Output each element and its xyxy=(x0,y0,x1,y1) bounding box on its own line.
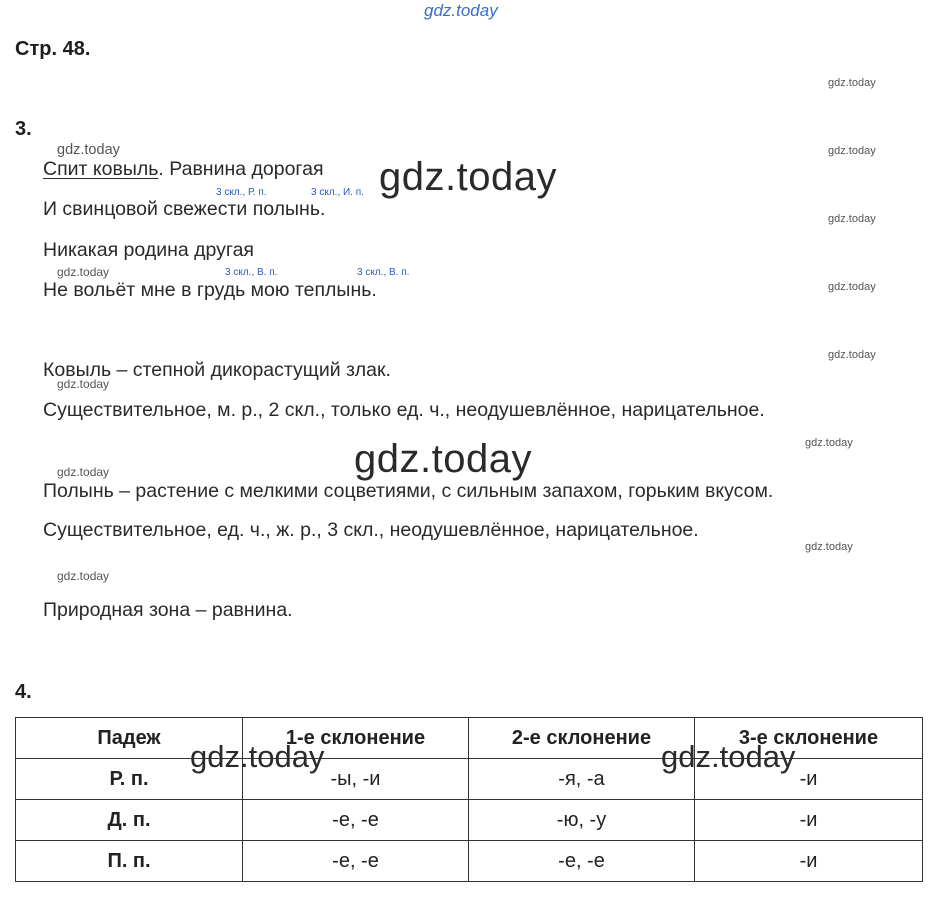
ending-cell: -е, -е xyxy=(243,841,469,882)
case-cell: Р. п. xyxy=(16,759,243,800)
table-row xyxy=(16,800,923,841)
watermark-right: gdz.today xyxy=(828,349,876,361)
annotation-teplyn: 3 скл., В. п. xyxy=(357,267,410,278)
declension-table xyxy=(15,717,923,882)
watermark-inline: gdz.today xyxy=(57,265,110,279)
case-cell: Д. п. xyxy=(16,800,243,841)
watermark-table: gdz.today xyxy=(661,739,796,774)
task-4-number: 4. xyxy=(15,681,32,703)
ending-cell: -и xyxy=(695,841,923,882)
header-declension-1: 1-е склонение xyxy=(243,718,469,759)
ending-cell: -и xyxy=(695,800,923,841)
watermark-right: gdz.today xyxy=(805,541,853,553)
watermark-right: gdz.today xyxy=(828,213,876,225)
watermark-inline: gdz.today xyxy=(57,142,120,158)
annotation-svezhesti: 3 скл., И. п. xyxy=(311,187,364,198)
polyn-definition: Полынь – растение с мелкими соцветиями, с сильным запахом, горьким вкусом. xyxy=(43,480,774,502)
watermark-right: gdz.today xyxy=(805,437,853,449)
ending-cell: -ы, -и xyxy=(243,759,469,800)
ending-cell: -и xyxy=(695,759,923,800)
annotation-grud: 3 скл., В. п. xyxy=(225,267,278,278)
natural-zone: Природная зона – равнина. xyxy=(43,599,293,621)
table-row xyxy=(16,759,923,800)
table-header-row xyxy=(16,718,923,759)
ending-cell: -е, -е xyxy=(469,841,695,882)
watermark-right: gdz.today xyxy=(828,145,876,157)
watermark-inline: gdz.today xyxy=(57,465,110,479)
poem-line-3: Никакая родина другая xyxy=(43,239,254,261)
ending-cell: -ю, -у xyxy=(469,800,695,841)
poem-line-1 xyxy=(43,158,324,181)
polyn-analysis: Существительное, ед. ч., ж. р., 3 скл., неодушевлённое, нарицательное. xyxy=(43,519,699,541)
watermark-top: gdz.today xyxy=(424,1,498,20)
watermark-large: gdz.today xyxy=(379,155,557,199)
watermark-large: gdz.today xyxy=(354,437,532,481)
page-label: Стр. 48. xyxy=(15,38,91,60)
case-cell: П. п. xyxy=(16,841,243,882)
watermark-inline: gdz.today xyxy=(57,569,110,583)
kovyl-definition: Ковыль – степной дикорастущий злак. xyxy=(43,359,391,381)
ending-cell: -я, -а xyxy=(469,759,695,800)
header-declension-2: 2-е склонение xyxy=(469,718,695,759)
watermark-table: gdz.today xyxy=(190,739,325,774)
table-row xyxy=(16,841,923,882)
kovyl-analysis: Существительное, м. р., 2 скл., только ед. ч., неодушевлённое, нарицательное. xyxy=(43,399,765,421)
poem-line-2: И свинцовой свежести полынь. xyxy=(43,198,326,220)
watermark-right: gdz.today xyxy=(828,77,876,89)
watermark-inline: gdz.today xyxy=(57,377,110,391)
task-3-number: 3. xyxy=(15,118,32,140)
ending-cell: -е, -е xyxy=(243,800,469,841)
poem-line-1-rest: . Равнина дорогая xyxy=(158,158,324,180)
header-case: Падеж xyxy=(16,718,243,759)
poem-line-4: Не вольёт мне в грудь мою теплынь. xyxy=(43,279,377,301)
watermark-right: gdz.today xyxy=(828,281,876,293)
annotation-svintsovoy: 3 скл., Р. п. xyxy=(216,187,267,198)
header-declension-3: 3-е склонение xyxy=(695,718,923,759)
kovyl-underlined: Спит ковыль xyxy=(43,158,159,180)
